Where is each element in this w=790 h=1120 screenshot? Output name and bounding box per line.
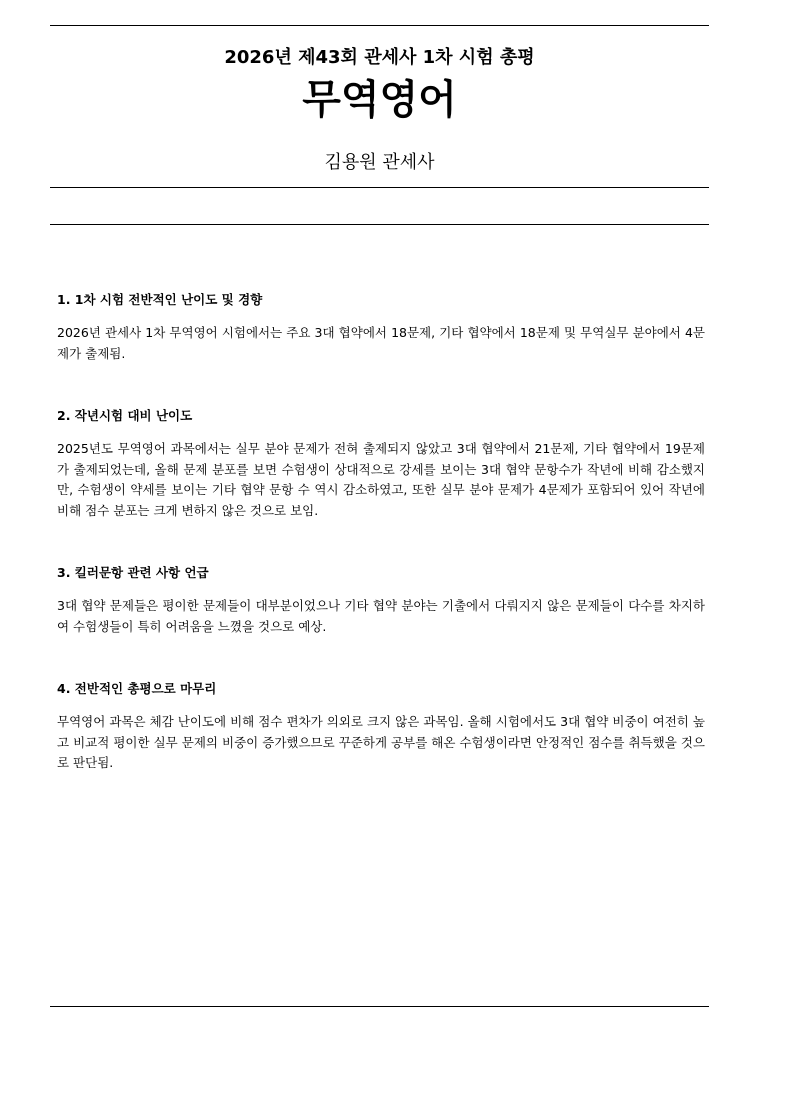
page-title: 무역영어	[302, 77, 457, 123]
section-heading: 3. 킬러문항 관련 사항 언급	[57, 565, 209, 580]
section-body: 3대 협약 문제들은 평이한 문제들이 대부분이었으나 기타 협약 분야는 기출에서 다뤄지지 않은 문제들이 다수를 차지하여 수험생들이 특히 어려움을 느꼈을 것으로 예상.	[57, 598, 705, 634]
footer-rule	[50, 1006, 709, 1007]
header-bottom-rule	[50, 187, 709, 188]
section-body: 2026년 관세사 1차 무역영어 시험에서는 주요 3대 협약에서 18문제, 기타 협약에서 18문제 및 무역실무 분야에서 4문제가 출제됨.	[57, 325, 705, 361]
top-rule	[50, 25, 709, 26]
section-body: 2025년도 무역영어 과목에서는 실무 분야 문제가 전혀 출제되지 않았고 3대 협약에서 21문제, 기타 협약에서 19문제가 출제되었는데, 올해 문제 분포를 보면 수험생이 상대적으로 강세를 보이는 3대 협약 문항수가 작년에 비해 감소했지만, 수험생이 약세를 보이는 기타 협약 문항 수 역시 감소하였고, 또한 실무 분야 문제가 4문제가 포함되어 있어 작년에 비해 점수 분포는 크게 변하지 않은 것으로 보임.	[57, 441, 705, 518]
section-heading: 1. 1차 시험 전반적인 난이도 및 경향	[57, 292, 263, 307]
section-killer-questions	[57, 563, 705, 637]
section-body: 무역영어 과목은 체감 난이도에 비해 점수 편차가 의외로 크지 않은 과목임. 올해 시험에서도 3대 협약 비중이 여전히 높고 비교적 평이한 실무 문제의 비중이 증가했으므로 꾸준하게 공부를 해온 수험생이라면 안정적인 점수를 취득했을 것으로 판단됨.	[57, 714, 705, 770]
section-conclusion	[57, 679, 705, 774]
exam-subtitle: 2026년 제43회 관세사 1차 시험 총평	[224, 47, 535, 68]
section-heading: 4. 전반적인 총평으로 마무리	[57, 681, 217, 696]
section-heading: 2. 작년시험 대비 난이도	[57, 408, 193, 423]
section-yearly-comparison	[57, 406, 705, 521]
document-body	[57, 290, 705, 774]
author-name: 김용원 관세사	[324, 152, 435, 173]
section-overall-difficulty	[57, 290, 705, 364]
content-top-rule	[50, 224, 709, 225]
